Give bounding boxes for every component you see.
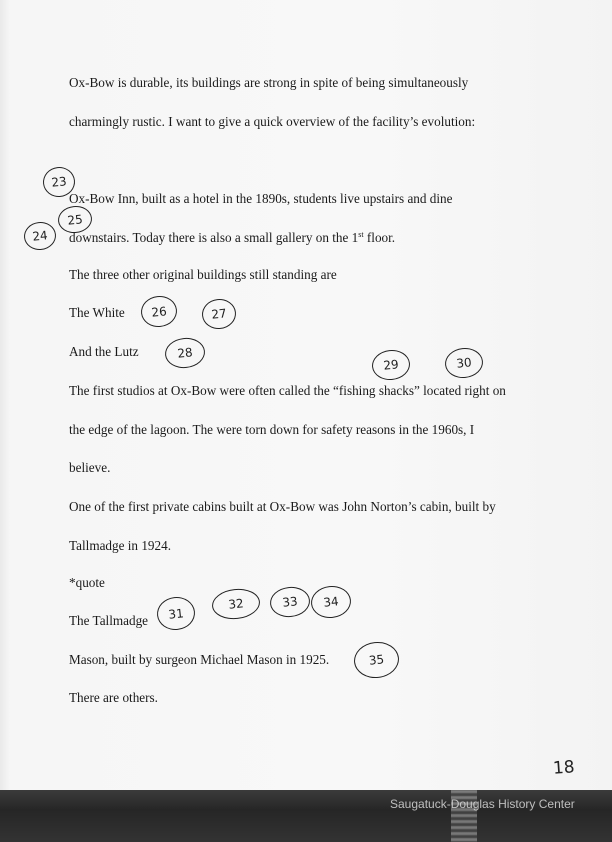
text-fragment: floor.: [363, 230, 396, 245]
text-line: The Tallmadge: [69, 613, 149, 628]
handwritten-annotation: 33: [269, 585, 312, 619]
text-fragment: downstairs. Today there is also a small gallery on the 1: [69, 230, 359, 245]
text-line: One of the first private cabins built at Ox-Bow was John Norton’s cabin, built by: [69, 499, 496, 514]
text-line: Mason, built by surgeon Michael Mason in 1925.: [69, 652, 330, 667]
text-line: There are others.: [69, 690, 158, 705]
handwritten-annotation: 34: [309, 584, 352, 620]
text-line: And the Lutz: [69, 344, 139, 359]
text-line: [69, 231, 395, 244]
handwritten-annotation: 28: [164, 336, 207, 370]
handwritten-annotation: 30: [444, 346, 485, 380]
handwritten-annotation: 24: [23, 220, 58, 251]
text-line: believe.: [69, 460, 111, 475]
handwritten-annotation: 31: [155, 595, 196, 632]
handwritten-annotation: 25: [57, 204, 94, 234]
handwritten-annotation: 23: [42, 165, 77, 198]
handwritten-annotation: 32: [211, 587, 262, 622]
text-line: Ox-Bow is durable, its buildings are strong in spite of being simultaneously: [69, 75, 469, 90]
text-line: The three other original buildings still standing are: [69, 267, 337, 282]
text-line: Ox-Bow Inn, built as a hotel in the 1890s, students live upstairs and dine: [69, 191, 453, 206]
text-line: The White: [69, 305, 125, 320]
page-number: 18: [552, 757, 576, 779]
handwritten-annotation: 27: [201, 297, 238, 330]
handwritten-annotation: 26: [139, 294, 178, 329]
text-line: *quote: [69, 575, 105, 590]
handwritten-annotation: 29: [371, 348, 412, 382]
text-line: charmingly rustic. I want to give a quick overview of the facility’s evolution:: [69, 114, 476, 129]
superscript: st: [358, 230, 364, 239]
watermark: Saugatuck-Douglas History Center: [390, 797, 575, 811]
handwritten-annotation: 35: [352, 640, 401, 681]
text-line: Tallmadge in 1924.: [69, 538, 171, 553]
text-line: the edge of the lagoon. The were torn down for safety reasons in the 1960s, I: [69, 422, 475, 437]
text-line: The first studios at Ox-Bow were often called the “fishing shacks” located right on: [69, 383, 506, 398]
